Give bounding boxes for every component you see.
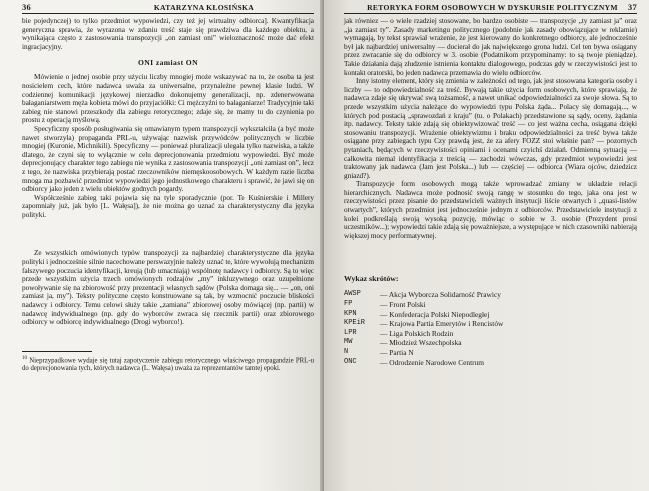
paragraph: Transpozycje form osobowych mogą także wprowadzać zmiany w układzie relacji hierarchicznych. Nadawca może podnosić swoją rangę w stosunku do tego, jaka ona jest w rzeczywistości przez pisanie do przedstawicieli ważnych instytucji liście otwartych i „quasi-listów otwartych”, których przedmiot jest jednocześnie jednym z odbiorców. Przedstawiciele instytucji z kolei podkreślają swoją wysoką pozycję, mówiąc o sobie w 3. osobie (Prezydent prosi uczestników...); wypowiedzi takie zdają się poważniejsze, a występujące w nich czasowniki nabierają większej mocy performatywnej.	[344, 179, 637, 240]
abbreviation-desc: — Liga Polskich Rodzin	[380, 328, 454, 338]
paragraph: jak równiez — o wiele rzadziej stosowane, bo bardzo osobiste — transpozycje „ty zamiast ja” oraz „ja zamiast ty”. Zasady marketingu politycznego (podobnie jak zasady obowiązujące w reklamie) wymagają, by tekst sprawiał wrażenie, że jest kierowany do konkretnego odbiorcy, ale jednocześnie był jak najbardziej uniwersalny — docierał do jak największego grona ludzi. Cel ten bywa osiągany przez zwracanie się do odbiorcy w 3. osobie (Podatnikom przypominamy: to są twoje pieniądze). Takie działania dają złudzenie istnienia kontaktu dialogowego, podczas gdy w rzeczywistości jest to kontakt oratorski, bo jeden nadawca przemawia do wielu odbiorców.	[344, 16, 637, 77]
abbreviation-desc: — Front Polski	[380, 300, 426, 310]
abbreviation-code: ONC	[344, 357, 357, 366]
abbreviation-code: FP	[344, 300, 353, 309]
abbreviation-desc: — Konfederacja Polski Niepodległej	[380, 309, 490, 319]
running-head-author: KATARZYNA KŁOSIŃSKA	[153, 3, 254, 12]
abbreviation-code: KPN	[344, 309, 357, 318]
abbreviation-code: LPR	[344, 328, 357, 337]
paragraph: Mówienie o jednej osobie przy użyciu liczby mnogiej może wskazywać na to, że osoba ta jest nosicielem cech, które nadawca uważa za uniwersalne, przynależne pewnej klasie ludzi. W codziennej komunikacji językowej nierzadko dokonujemy generalizacji, np. zdenerwowana bałaganiarstwem męża kobieta mówi do przyjaciółki: Ci mężczyźni to bałaganiarze! Tradycyjnie taki zabieg nie stanowi przeszkody dla zabiegu retorycznego; zdaje się, że mamy tu do czynienia po prostu z operacją myślową.	[22, 72, 314, 125]
abbreviation-row	[344, 310, 637, 320]
footnote-text: Nieprzypadkowe wydaje się tutaj zapotyczenie zabiegu retorycznego właściwego propagandzie PRL-u do deprecjonowania tych, których nadawca (L. Wałęsa) uważa za reprezentantów tamtej epoki.	[22, 357, 314, 372]
page-number-right: 37	[627, 2, 637, 12]
footnote	[22, 355, 314, 373]
abbreviation-code: MW	[344, 338, 353, 347]
section-break	[22, 219, 314, 249]
left-page	[0, 0, 324, 491]
abbreviation-desc: — Akcja Wyborcza Solidarność Prawicy	[380, 290, 501, 300]
paragraph: Specyficzny sposób posługiwania się omawianym typem transpozycji wykształciła (a być może nawet stworzyła) propaganda PRL-u, używając nazwisk przywódców politycznych w liczbie mnogiej (Kuronie, Michnikili). Specyficzny — ponieważ pluralizacji ulegała tylko nazwiska, a także dlatego, że czyni się to wyłącznie w celu deprecjonowania przedmiotu wypowiedzi. Być może deprecjonujący charakter tego zabiegu nie wynika z zastosowania transpozycji „oni zamiast on”, lecz z tego, że nazwiska przybierają postać rzeczowników niemęskoosobowych. W każdym razie liczba mnoga ma pozbawić przedmiot wypowiedzi jego jednostkowego charakteru i sprawić, że jawi się on odbiorcy jako jeden z wielu obiektów godnych pogardy.	[22, 123, 314, 194]
abbreviation-code: KPEiR	[344, 319, 366, 328]
abbreviation-desc: — Krajowa Partia Emerytów i Rencistów	[380, 319, 504, 329]
paragraph: bie pojedynczej) to tylko przedmiot wypowiedzi, czy też jej wirtualny odbiorca]. Kwantyfikacja generyczna sprawia, że wyrazona w zdaniu treść staje się prawdziwa dla każdego obiektu, a wynikająca często z zastosowania transpozycji „on zamiast oni” wieloznaczność może dać efekt ingracjacyjny.	[22, 16, 314, 51]
footnote-rule	[22, 351, 92, 352]
paragraph: Współcześnie zabieg taki pojawia się na tyle sporadycznie (por. Te Kuśnierskie i Millery zapomniały już, jak było [L. Wałęsa]), że nie można go uznać za charakterystyczny dla języka polityki.	[22, 192, 314, 219]
running-head-title: RETORYKA FORM OSOBOWYCH W DYSKURSIE POLITYCZNYM	[367, 3, 618, 12]
abbreviation-desc: — Młodzież Wszechpolska	[380, 338, 462, 348]
page-number-left: 36	[22, 2, 32, 12]
abbreviation-row	[344, 290, 637, 300]
running-head-right	[344, 2, 637, 14]
right-page	[324, 0, 649, 491]
paragraph: Ze wszystkich omówionych typów transpozycji za najbardziej charakterystyczne dla języka polityki i jednocześnie silnie nacechowane perswazyjnie należy uznać te, które wywołują mechanizm fałszywego poczucia identyfikacji, kreują (lub umacniają) wspólnotę nadawcy i odbiorcy. Są to więc przede wszystkim użycia trzech omówionych rodzajów „my” inkluzywnego oraz uzupełnione powoływanie się na zbiorowość przy prezentacji własnych sądów (Polska domaga się... — „on, oni zamiast ja, my”). Teksty polityczne często konstruowane są tak, by wzmocnić poczucie bliskości nadawcy i odbiorcy. Temu celowi służy takie „zamiana” zbiorowej osoby mówiącej (np. partii) w nadawcę indywidualnego (np. gdy do wyborców zwraca się rzecznik partii) oraz zbiorowego odbiorcy w odbiorcę indywidualnego (Drogi wyborco!).	[22, 248, 314, 327]
abbreviation-row	[344, 300, 637, 310]
abbreviations-heading: Wykaz skrótów:	[344, 274, 399, 284]
abbreviation-row	[344, 348, 637, 358]
abbreviation-row	[344, 319, 637, 329]
running-head-left	[22, 2, 314, 14]
paragraph: Inny istotny element, który się zmienia w zależności od tego, jak jest stosowana kategoria osoby i liczby — to odpowiedzialność za treść. Bywają takie użycia form osobowych, które sprawiają, że nadawca zdaje się ukrywać swą tożsamość, a nawet unikać odpowiedzialności za swoje słowa. Są to przede wszystkim użycia należące do wypowiedzi typu Polska żąda... Polacy się domagają..., w których pod postacią „sprawozdań z kraju” (tu. o Polakach) przedstawione są sądy, oceny, żądania itp. nadawcy. Teksty takie zdają się obiektywizować treść — co jest ważna cecha, osiągana dzięki stosowaniu transpozycji. Wrażenie obiektywizmu i braku odpowiedzialności za treść bywa także osiągane przy zabiegach typu Czy prawdą jest, że za afery FOZZ stoi właśnie pan? — pozornych pytaniach, będących w rzeczywistości opiniami i ocenami czyichś działań. Odmienną sytuacją — całkowita niemal identyfikacja z treścią — zachodzi wówczas, gdy przedmiot wypowiedzi jest traktowany jak nadawca (Jam jest Polska...) lub — częściej — odbiorca (Wiara ojców, dziedzicz gniazd?).	[344, 76, 637, 180]
abbreviation-desc: — Partia N	[380, 348, 414, 357]
abbreviation-row	[344, 329, 637, 339]
abbreviation-desc: — Odrodzenie Narodowe Centrum	[380, 357, 485, 367]
section-title: ONI zamiast ON	[137, 58, 199, 68]
abbreviation-row	[344, 338, 637, 348]
footnote-marker: 10	[22, 355, 27, 361]
abbreviation-code: N	[344, 348, 349, 356]
abbreviation-row	[344, 358, 637, 368]
abbreviations-list	[344, 290, 637, 367]
abbreviation-code: AWSP	[344, 290, 361, 299]
